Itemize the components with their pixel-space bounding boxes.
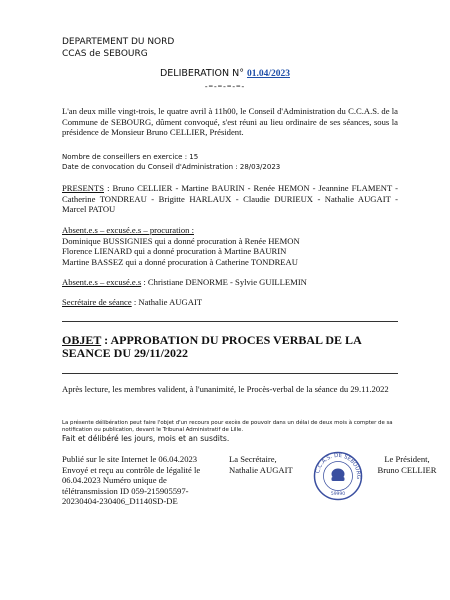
legal-notice: La présente délibération peut faire l'objet d'un recours pour excès de pouvoir dans un délai de deux mois à compter de sa notification ou publication, devant le Tribunal Administratif de Lille. [62, 420, 393, 433]
body-paragraph: Après lecture, les membres valident, à l'unanimité, le Procès-verbal de la séance du 29.11.2022 [62, 384, 389, 394]
secretary-of-meeting-label: Secrétaire de séance [62, 297, 132, 307]
deliberation-title [0, 68, 450, 79]
publication-line: Envoyé et reçu au contrôle de légalité le [62, 464, 201, 475]
publication-line: Publié sur le site Internet le 06.04.2023 [62, 454, 198, 464]
presents-paragraph [62, 183, 398, 215]
svg-text:59990: 59990 [330, 492, 346, 497]
publication-line: 06.04.2023 Numéro unique de [62, 475, 167, 486]
deliberation-label: DELIBERATION N° [159, 68, 247, 79]
secretary-of-meeting-name: : Nathalie AUGAIT [131, 297, 203, 307]
procuration-line: Florence LIENARD qui a donné procuration à Martine BAURIN [62, 246, 287, 257]
members-count: Nombre de conseillers en exercice : 15 [62, 153, 199, 161]
procuration-label: Absent.e.s – excusé.e.s – procuration : [62, 225, 194, 235]
letterhead [62, 36, 174, 60]
president-signature-block [372, 454, 442, 475]
convocation-date: Date de convocation du Conseil d'Administration : 28/03/2023 [62, 163, 281, 171]
secretary-of-meeting [62, 297, 398, 308]
divider [62, 321, 398, 322]
secretary-name: Nathalie AUGAIT [229, 464, 293, 475]
intro-paragraph: L'an deux mille vingt-trois, le quatre avril à 11h00, le Conseil d'Administration du C.C.A.S. de la Commune de SEBOURG, dûment convoqué, s'est réuni au lieu ordinaire de ses séances, sous la présidence de Monsieur Bruno CELLIER, Président. [62, 106, 398, 138]
done-and-deliberated: Fait et délibéré les jours, mois et an susdits. [62, 434, 230, 443]
publication-line: télétransmission ID 059-215905597- [62, 485, 189, 496]
absents-list: : Christiane DENORME - Sylvie GUILLEMIN [141, 277, 307, 287]
svg-text:C.C.A.S. DE SEBOURG: C.C.A.S. DE SEBOURG [315, 452, 362, 480]
object-text: : APPROBATION DU PROCES VERBAL DE LA SEANCE DU 29/11/2022 [62, 333, 362, 360]
presents-list: : Bruno CELLIER - Martine BAURIN - Renée HEMON - Jeannine FLAMENT - Catherine TONDREAU - Brigitte HARLAUX - Claudie DURIEUX - Nathalie AUGAIT - Marcel PATOU [62, 183, 398, 215]
meeting-counts [62, 152, 280, 172]
object-label: OBJET [62, 333, 102, 347]
publication-line: 20230404-230406_D1140SD-DE [62, 496, 178, 507]
object-heading [62, 334, 398, 360]
procuration-line: Martine BASSEZ qui a donné procuration à Catherine TONDREAU [62, 256, 298, 267]
official-stamp [313, 451, 363, 501]
ccas-name: CCAS de SEBOURG [62, 49, 148, 59]
deliberation-number: 01.04/2023 [246, 69, 290, 79]
divider [62, 373, 398, 374]
publication-info [62, 454, 222, 507]
absents-paragraph [62, 277, 398, 288]
procuration-block [62, 225, 398, 267]
procuration-line: Dominique BUSSIGNIES qui a donné procuration à Renée HEMON [62, 235, 300, 246]
title-separator: -=-=-=-=- [204, 82, 246, 91]
president-title: Le Président, [384, 454, 430, 464]
absents-label: Absent.e.s – excusé.e.s [62, 277, 142, 287]
department-name: DEPARTEMENT DU NORD [62, 37, 175, 47]
secretary-title: La Secrétaire, [229, 454, 277, 464]
secretary-signature-block [229, 454, 293, 475]
president-name: Bruno CELLIER [377, 464, 437, 475]
presents-label: PRESENTS [62, 183, 105, 193]
